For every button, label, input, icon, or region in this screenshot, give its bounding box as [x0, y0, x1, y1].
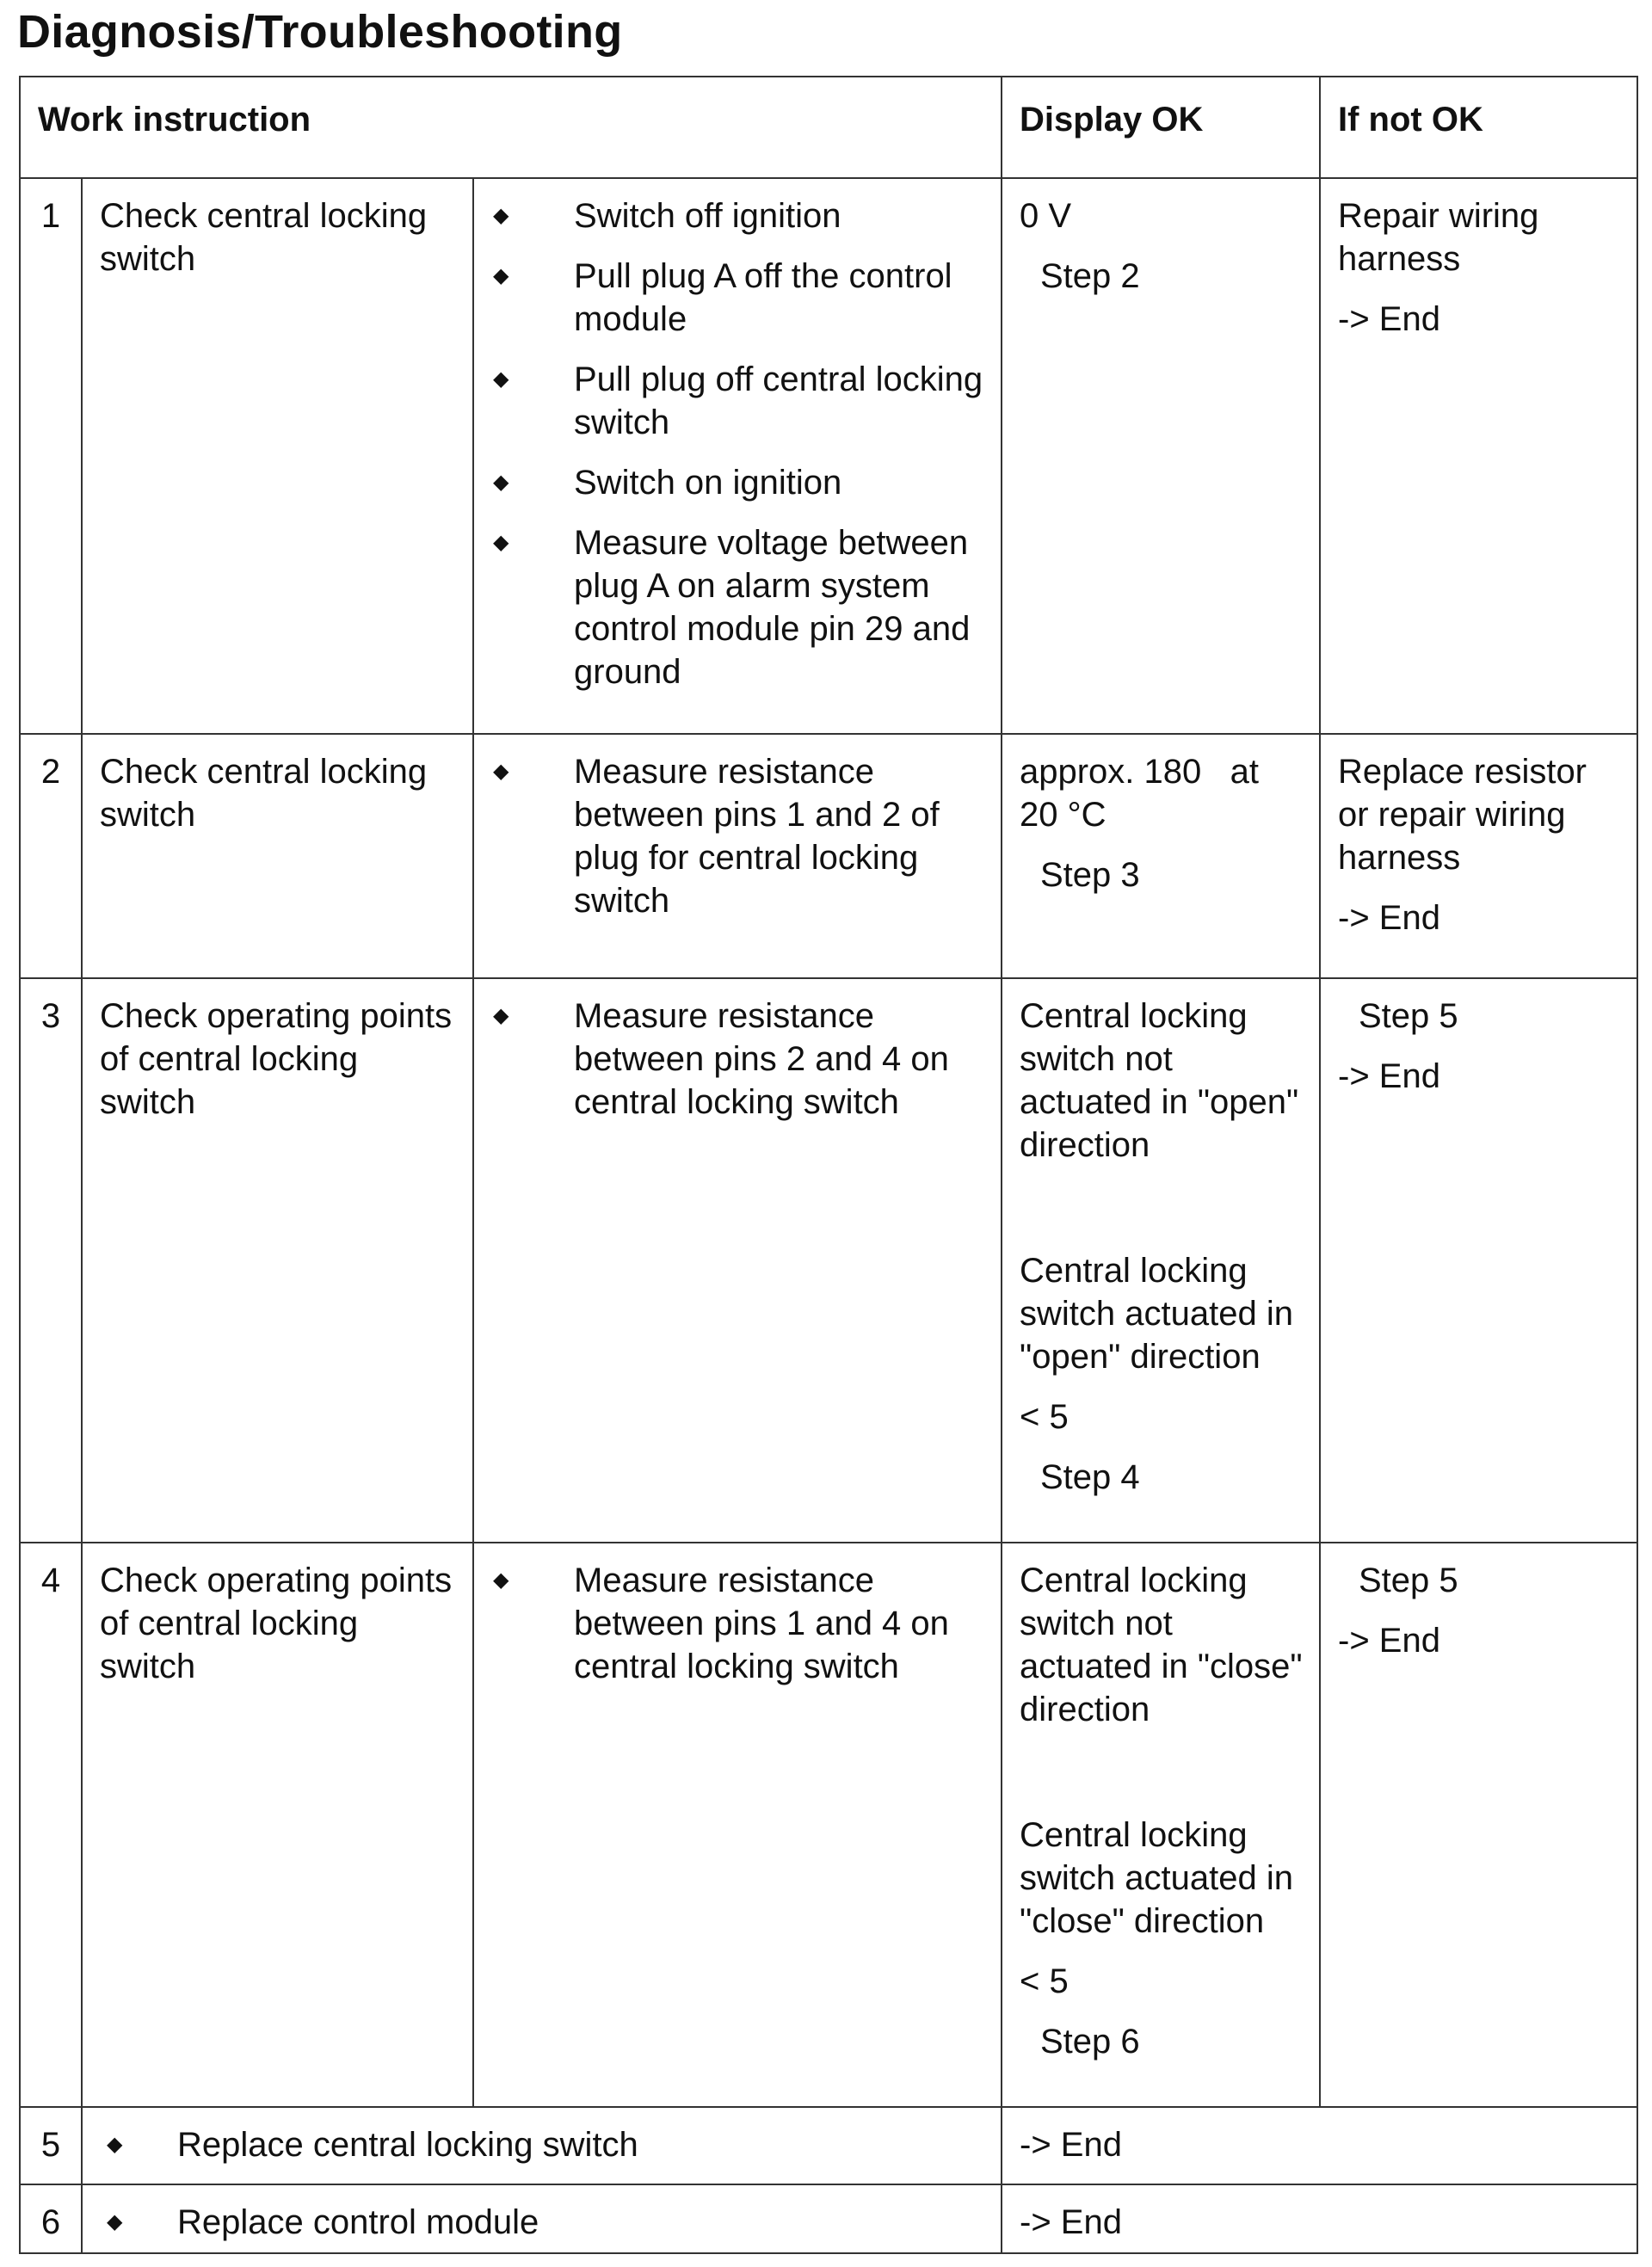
header-if-not-ok: If not OK: [1320, 77, 1637, 178]
instruction-list: [473, 978, 1002, 1543]
instruction-cell: [82, 2184, 1002, 2253]
bullet-icon: ◆: [493, 471, 509, 494]
display-condition: Central locking switch actuated in "open" direction: [1020, 1252, 1293, 1376]
task-description: Check central locking switch: [82, 178, 473, 734]
list-item: ◆ Measure resistance between pins 2 and 4 on central locking switch: [486, 995, 989, 1124]
step-number: 6: [20, 2184, 82, 2253]
table-row: [20, 978, 1637, 1543]
header-work-instruction: Work instruction: [20, 77, 1002, 178]
display-ok-cell: [1002, 734, 1320, 978]
header-row: [20, 77, 1637, 178]
if-not-ok-cell: [1320, 734, 1637, 978]
page-title: Diagnosis/Troubleshooting: [17, 6, 623, 58]
header-display-ok: Display OK: [1002, 77, 1320, 178]
list-item: ◆ Switch on ignition: [486, 461, 989, 504]
fail-next: -> End: [1338, 300, 1440, 338]
if-not-ok-cell: [1320, 978, 1637, 1543]
display-ok-cell: [1002, 178, 1320, 734]
instruction-text: Replace control module: [177, 2203, 539, 2241]
fail-action: Step 5: [1359, 997, 1458, 1035]
list-item: ◆ Measure resistance between pins 1 and 4 on central locking switch: [486, 1559, 989, 1688]
table-row: [20, 2107, 1637, 2184]
instruction-list: [473, 1543, 1002, 2107]
display-condition: Central locking switch actuated in "close" direction: [1020, 1816, 1293, 1940]
fail-action: Repair wiring harness: [1338, 197, 1539, 278]
if-not-ok-cell: [1320, 178, 1637, 734]
table-row: [20, 2184, 1637, 2253]
task-description: Check operating points of central locking switch: [82, 1543, 473, 2107]
instruction-list: [473, 734, 1002, 978]
fail-action: Replace resistor or repair wiring harness: [1338, 753, 1587, 877]
display-value: < 5: [1020, 1398, 1069, 1436]
list-item: ◆ Measure resistance between pins 1 and 2 of plug for central locking switch: [486, 750, 989, 922]
next-step: Step 4: [1040, 1458, 1140, 1496]
bullet-icon: ◆: [493, 264, 509, 287]
step-number: 3: [20, 978, 82, 1543]
list-item: ◆ Switch off ignition: [486, 194, 989, 237]
bullet-icon: ◆: [493, 1004, 509, 1027]
instruction-text: Replace central locking switch: [177, 2126, 638, 2164]
result-cell: -> End: [1002, 2107, 1637, 2184]
next-step: Step 6: [1040, 2023, 1140, 2061]
task-description: Check central locking switch: [82, 734, 473, 978]
bullet-icon: ◆: [493, 1568, 509, 1592]
fail-next: -> End: [1338, 1622, 1440, 1660]
display-value: 0 V: [1020, 197, 1072, 235]
bullet-icon: ◆: [493, 531, 509, 554]
next-step: Step 3: [1040, 856, 1140, 894]
task-description: Check operating points of central locking switch: [82, 978, 473, 1543]
display-ok-cell: [1002, 1543, 1320, 2107]
list-item: ◆ Pull plug off central locking switch: [486, 358, 989, 444]
step-number: 1: [20, 178, 82, 734]
display-value: approx. 180 at 20 °C: [1020, 753, 1269, 834]
instruction-list: [473, 178, 1002, 734]
step-number: 5: [20, 2107, 82, 2184]
table-row: [20, 734, 1637, 978]
bullet-icon: ◆: [107, 2210, 123, 2233]
fail-action: Step 5: [1359, 1562, 1458, 1599]
list-item: ◆ Pull plug A off the control module: [486, 255, 989, 341]
table-row: [20, 178, 1637, 734]
result-cell: -> End: [1002, 2184, 1637, 2253]
step-number: 4: [20, 1543, 82, 2107]
fail-next: -> End: [1338, 1057, 1440, 1095]
fail-next: -> End: [1338, 899, 1440, 937]
if-not-ok-cell: [1320, 1543, 1637, 2107]
display-condition: Central locking switch not actuated in "close" direction: [1020, 1562, 1303, 1728]
bullet-icon: ◆: [107, 2133, 123, 2156]
list-item: ◆ Measure voltage between plug A on alarm system control module pin 29 and ground: [486, 521, 989, 693]
diagnosis-table: [19, 76, 1638, 2254]
table-row: [20, 1543, 1637, 2107]
display-ok-cell: [1002, 978, 1320, 1543]
bullet-icon: ◆: [493, 760, 509, 783]
bullet-icon: ◆: [493, 367, 509, 391]
bullet-icon: ◆: [493, 204, 509, 227]
instruction-cell: [82, 2107, 1002, 2184]
display-value: < 5: [1020, 1962, 1069, 2000]
step-number: 2: [20, 734, 82, 978]
next-step: Step 2: [1040, 257, 1140, 295]
display-condition: Central locking switch not actuated in "open" direction: [1020, 997, 1299, 1164]
